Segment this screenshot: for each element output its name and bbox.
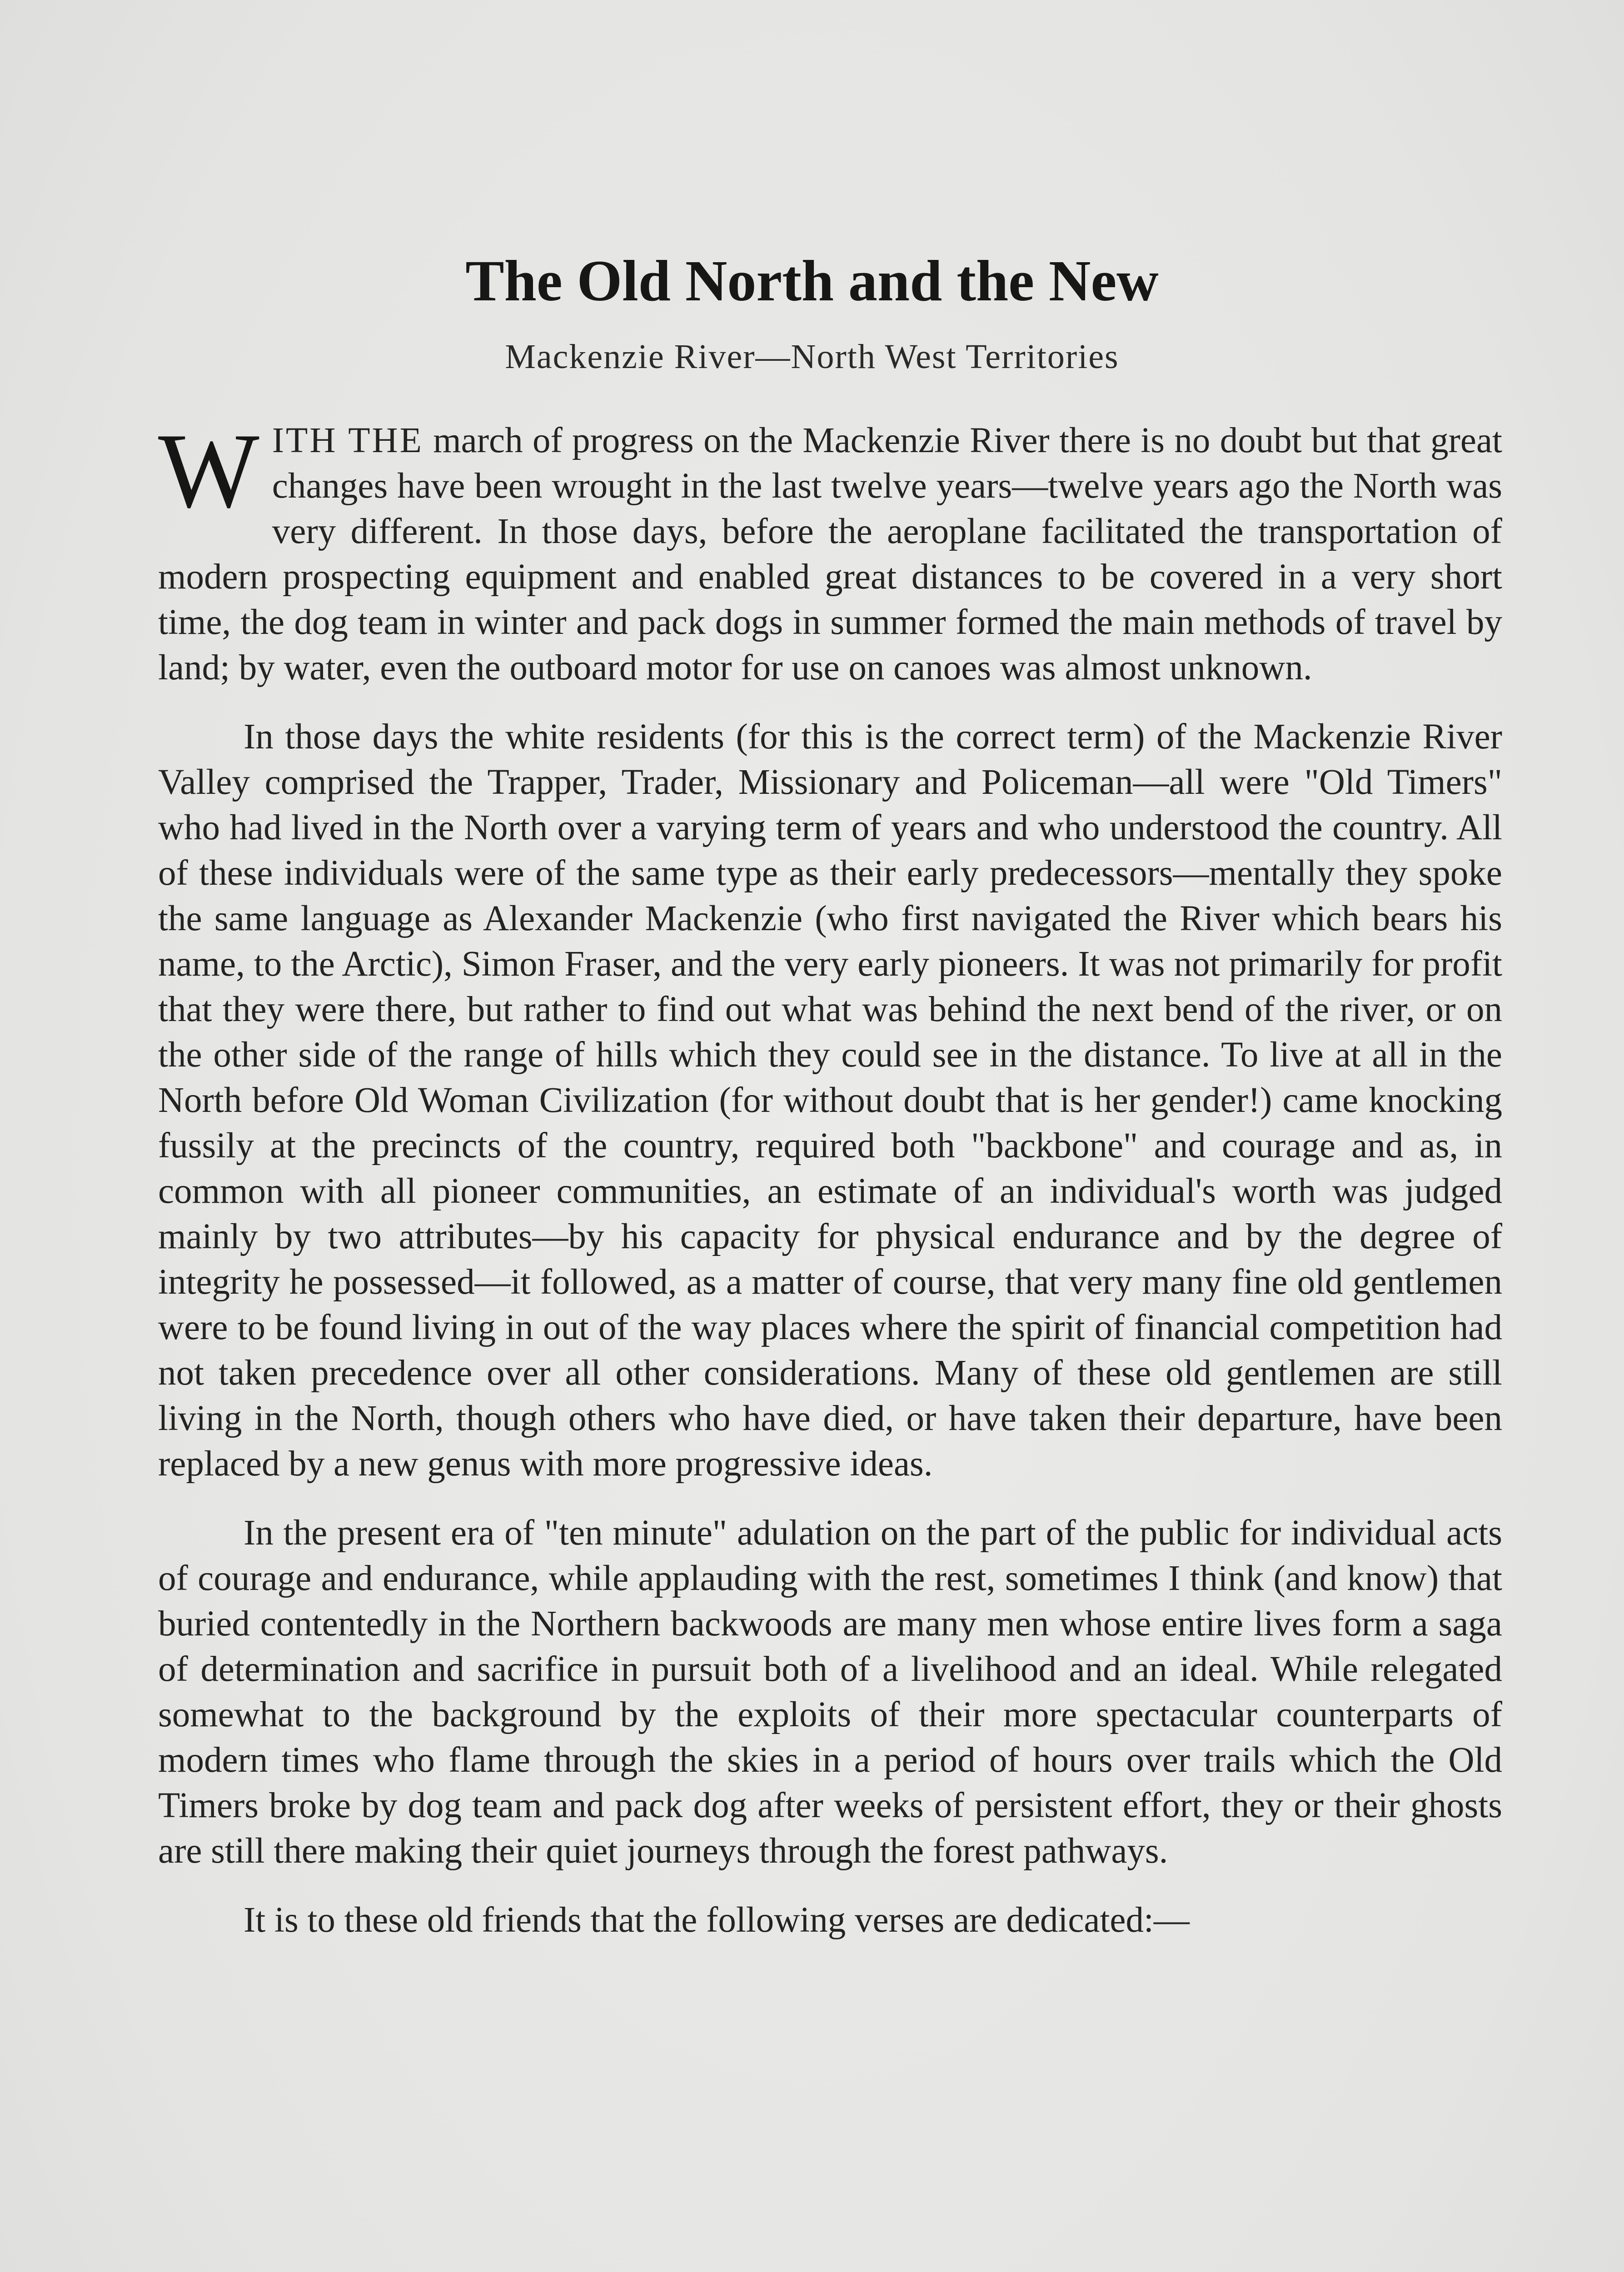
lead-in-text: ITH THE: [272, 421, 423, 460]
article-title: The Old North and the New: [465, 249, 1159, 313]
paragraph-2: In those days the white residents (for this is the correct term) of the Mackenzie River Valley comprised the Trapper, Trader, Missionary and Policeman—all were "Old Timers" who had lived in the North over a varying term of years and who understood the country. All of these individuals were of the same type as their early predecessors—mentally they spoke the same language as Alexander Mackenzie (who first navigated the River which bears his name, to the Arctic), Simon Fraser, and the very early pioneers. It was not primarily for profit that they were there, but rather to find out what was behind the next bend of the river, or on the other side of the range of hills which they could see in the distance. To live at all in the North before Old Woman Civilization (for without doubt that is her gender!) came knocking fussily at the precincts of the country, required both "backbone" and courage and as, in common with all pioneer communities, an estimate of an individual's worth was judged mainly by two attributes—by his capacity for physical endurance and by the degree of integrity he possessed—it followed, as a matter of course, that very many fine old gentlemen were to be found living in out of the way places where the spirit of financial competition had not taken precedence over all other considerations. Many of these old gentlemen are still living in the North, though others who have died, or have taken their departure, have been replaced by a new genus with more progressive ideas.: [158, 717, 1502, 1484]
article-body: [158, 412, 1502, 1967]
article-subtitle: Mackenzie River—North West Territories: [505, 338, 1119, 376]
paragraph-1: [158, 412, 1502, 691]
paragraph-3: In the present era of "ten minute" adulation on the part of the public for individual acts of courage and endurance, while applauding with the rest, sometimes I think (and know) that buried contentedly in the Northern backwoods are many men whose entire lives form a saga of determination and sacrifice in pursuit both of a livelihood and an ideal. While relegated somewhat to the background by the exploits of their more spectacular counterparts of modern times who flame through the skies in a period of hours over trails which the Old Timers broke by dog team and pack dog after weeks of persistent effort, they or their ghosts are still there making their quiet journeys through the forest pathways.: [158, 1513, 1502, 1871]
paragraph-1-text: march of progress on the Mackenzie River there is no doubt but that great changes have been wrought in the last twelve years—twelve years ago the North was very different. In those days, before the aeroplane facilitated the transportation of modern prospecting equipment and enabled great distances to be covered in a very short time, the dog team in winter and pack dogs in summer formed the main methods of travel by land; by water, even the outboard motor for use on canoes was almost unknown.: [158, 421, 1502, 688]
paragraph-4: It is to these old friends that the following verses are dedicated:—: [244, 1900, 1190, 1940]
drop-cap: W: [158, 412, 259, 530]
